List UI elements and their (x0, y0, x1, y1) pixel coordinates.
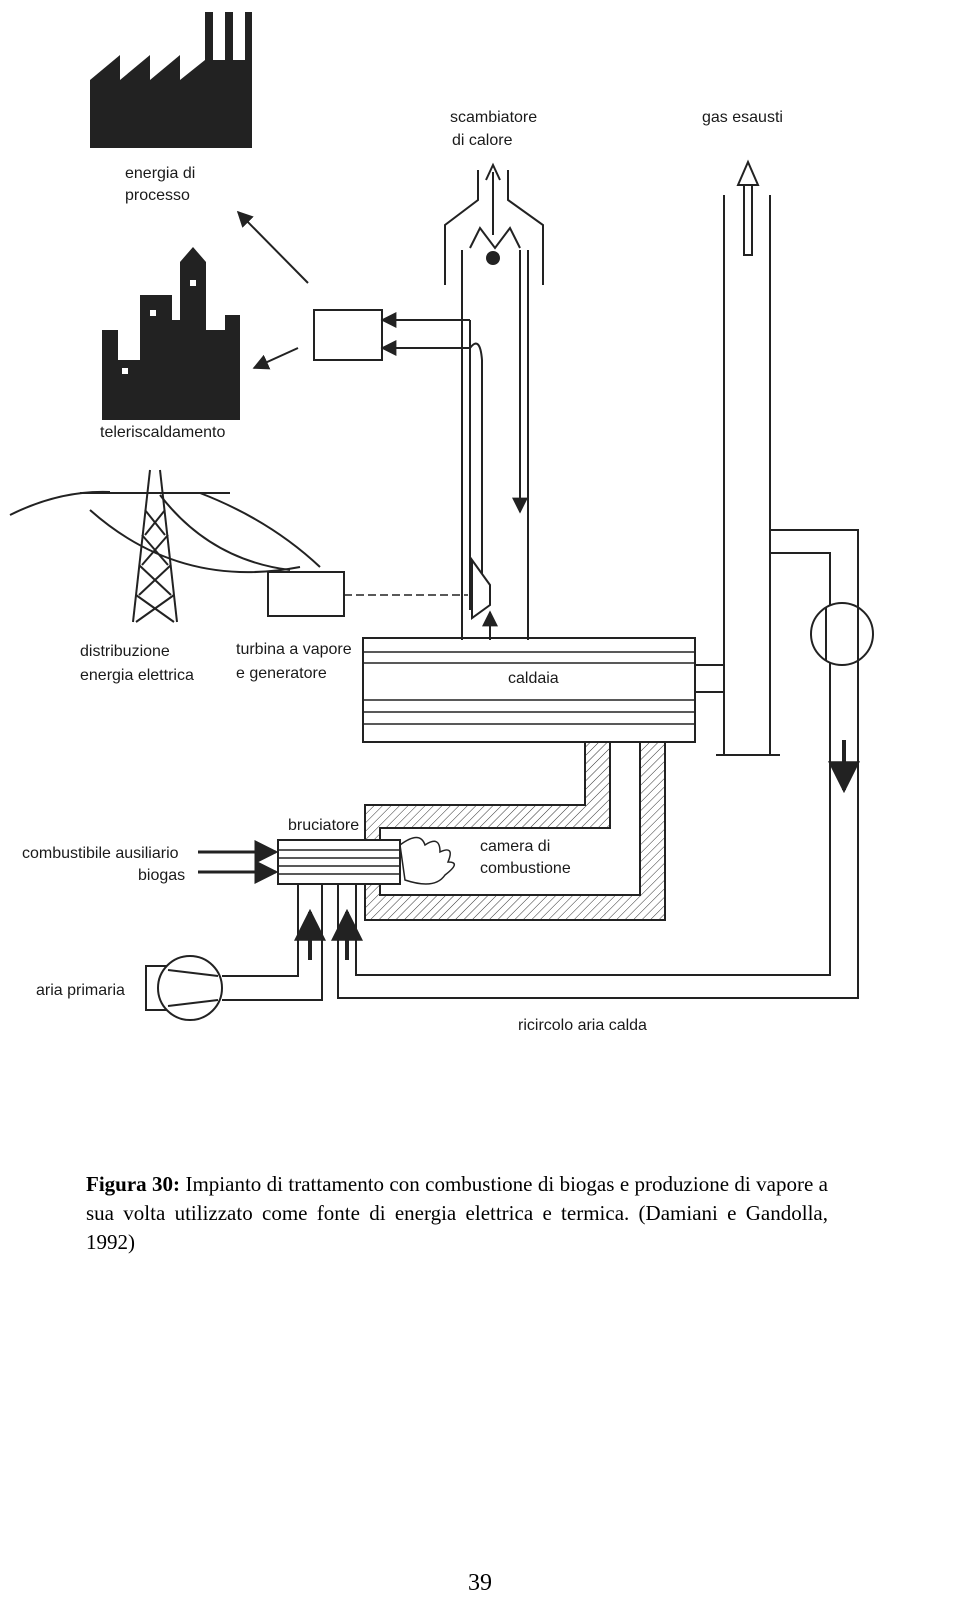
label-caldaia: caldaia (508, 670, 559, 687)
factory-icon (90, 12, 252, 148)
caption-text: Impianto di trattamento con combustione di biogas e produzione di vapore a sua volta utilizzato come fonte di energia elettrica e termica. (Damiani e Gandolla, 1992) (86, 1172, 828, 1254)
arrow-to-factory (238, 212, 308, 283)
label-bruciatore: bruciatore (288, 817, 360, 834)
label-turbina-2: e generatore (236, 665, 327, 682)
label-scambiatore-1: scambiatore (450, 109, 538, 126)
exhaust-stack (716, 162, 780, 755)
label-energia-processo-1: energia di (125, 165, 196, 182)
page-number: 39 (468, 1570, 492, 1596)
boiler (363, 638, 724, 742)
arrow-to-city (254, 348, 298, 368)
label-camera-2: combustione (480, 860, 571, 877)
flame-icon (400, 838, 454, 885)
label-distribuzione-1: distribuzione (80, 643, 170, 660)
label-combustibile: combustibile ausiliario (22, 845, 179, 862)
label-gas-esausti: gas esausti (702, 109, 783, 126)
label-ricircolo: ricircolo aria calda (518, 1017, 647, 1034)
label-energia-processo-2: processo (125, 187, 190, 204)
caption-label: Figura 30: (86, 1172, 181, 1196)
label-teleriscaldamento: teleriscaldamento (100, 424, 226, 441)
label-distribuzione-2: energia elettrica (80, 667, 194, 684)
city-skyline-icon (102, 247, 240, 420)
label-scambiatore-2: di calore (452, 132, 513, 149)
label-aria-primaria: aria primaria (36, 982, 125, 999)
primary-air-fan-icon (146, 956, 222, 1020)
combustion-chamber-insulation (365, 742, 665, 920)
label-biogas: biogas (138, 867, 186, 884)
label-turbina-1: turbina a vapore (236, 641, 352, 658)
heat-exchanger-chimney (445, 165, 543, 640)
burner (278, 840, 400, 884)
figure-caption (86, 1170, 828, 1257)
recirculation-fan-icon (811, 603, 873, 665)
label-camera-1: camera di (480, 838, 551, 855)
generator-box (268, 572, 344, 616)
heat-exchanger-box (314, 310, 382, 360)
